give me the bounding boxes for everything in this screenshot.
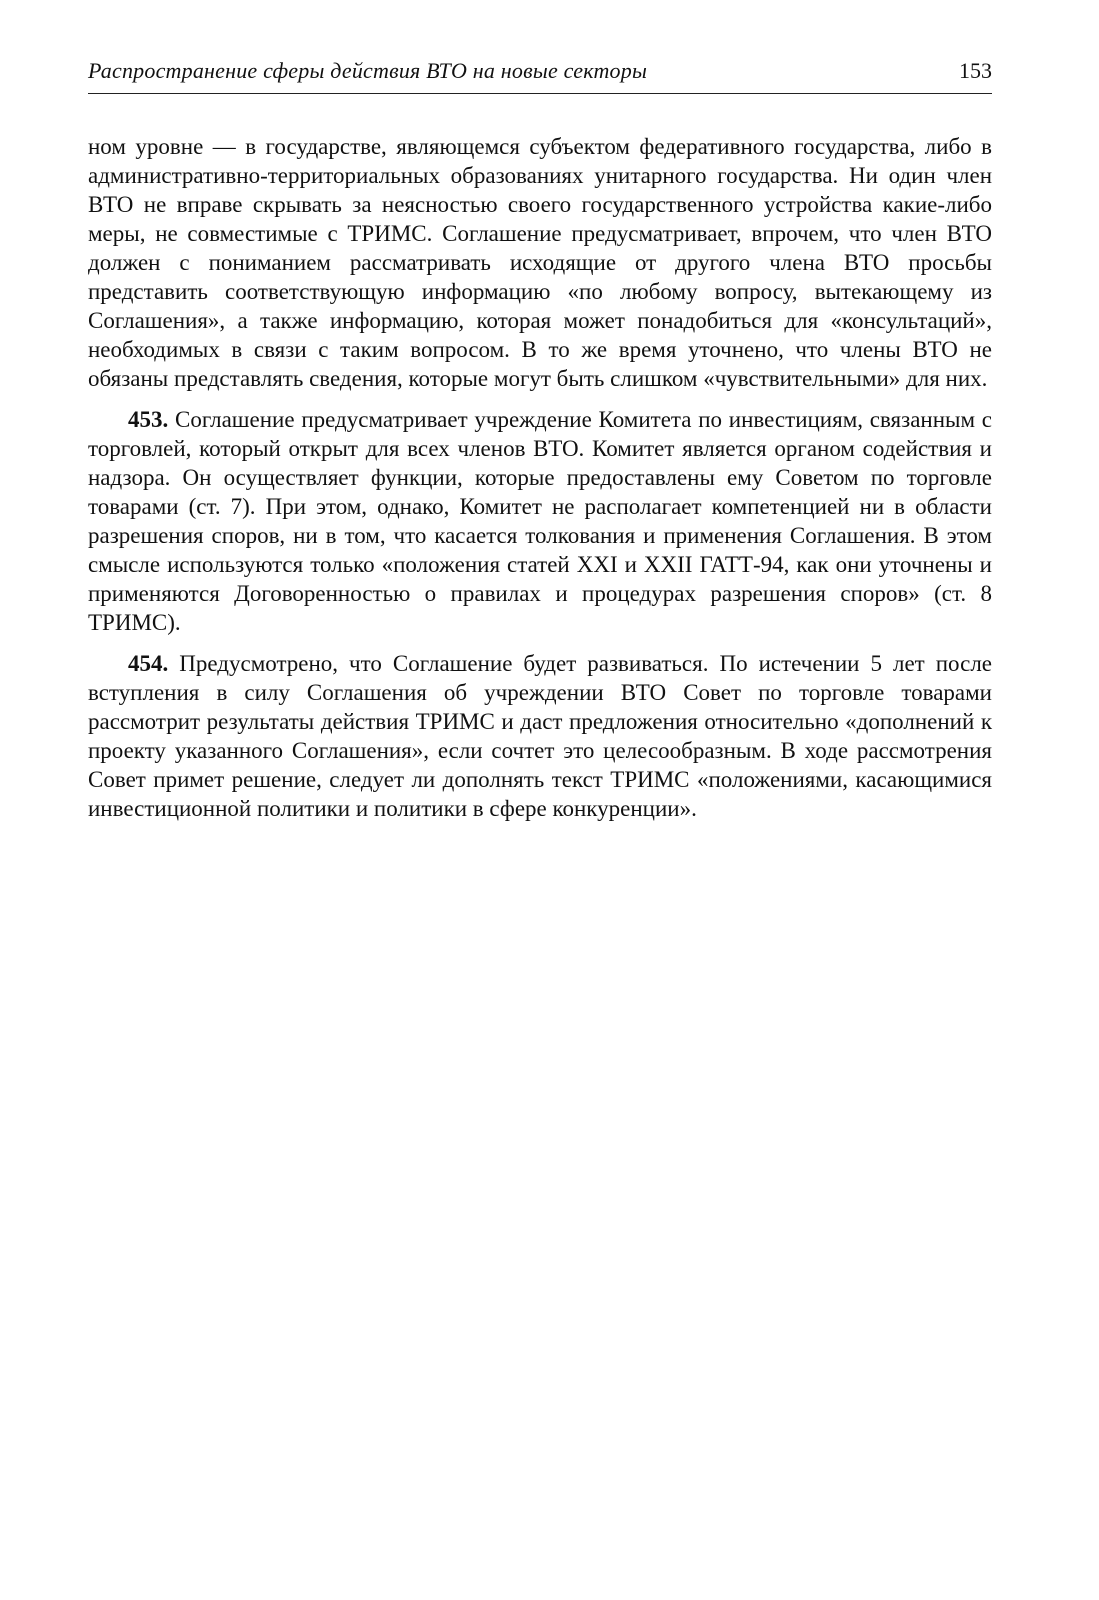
paragraph-454: [88, 649, 992, 823]
paragraph-text: ном уровне — в государстве, являющемся субъектом федеративного государства, либо в административно-территориальных образованиях унитарного государства. Ни один член ВТО не вправе скрывать за неясностью своего государственного устройства какие-либо меры, не совместимые с ТРИМС. Соглашение предусматривает, впрочем, что член ВТО должен с пониманием рассматривать исходящие от другого члена ВТО просьбы представить соответствующую информацию «по любому вопросу, вытекающему из Соглашения», а также информацию, которая может понадобиться для «консультаций», необходимых в связи с таким вопросом. В то же время уточнено, что члены ВТО не обязаны представлять сведения, которые могут быть слишком «чувствительными» для них.: [88, 134, 992, 391]
running-header: [88, 58, 992, 94]
paragraph-text: Соглашение предусматривает учреждение Комитета по инвестициям, связанным с торговлей, который открыт для всех членов ВТО. Комитет является органом содействия и надзора. Он осуществляет функции, которые предоставлены ему Советом по торговле товарами (ст. 7). При этом, однако, Комитет не располагает компетенцией ни в области разрешения споров, ни в том, что касается толкования и применения Соглашения. В этом смысле используются только «положения статей XXI и XXII ГАТТ-94, как они уточнены и применяются Договоренностью о правилах и процедурах разрешения споров» (ст. 8 ТРИМС).: [88, 407, 992, 635]
paragraph-number: 453.: [128, 407, 169, 432]
book-page: [88, 58, 992, 835]
paragraph-continuation: [88, 132, 992, 393]
running-title: Распространение сферы действия ВТО на новые секторы: [88, 58, 648, 83]
body-text: [88, 132, 992, 823]
paragraph-number: 454.: [128, 651, 169, 676]
paragraph-453: [88, 405, 992, 637]
paragraph-text: Предусмотрено, что Соглашение будет развиваться. По истечении 5 лет после вступления в силу Соглашения об учреждении ВТО Совет по торговле товарами рассмотрит результаты действия ТРИМС и даст предложения относительно «дополнений к проекту указанного Соглашения», если сочтет это целесообразным. В ходе рассмотрения Совет примет решение, следует ли дополнять текст ТРИМС «положениями, касающимися инвестиционной политики и политики в сфере конкуренции».: [88, 651, 993, 821]
page-number: 153: [959, 58, 992, 83]
